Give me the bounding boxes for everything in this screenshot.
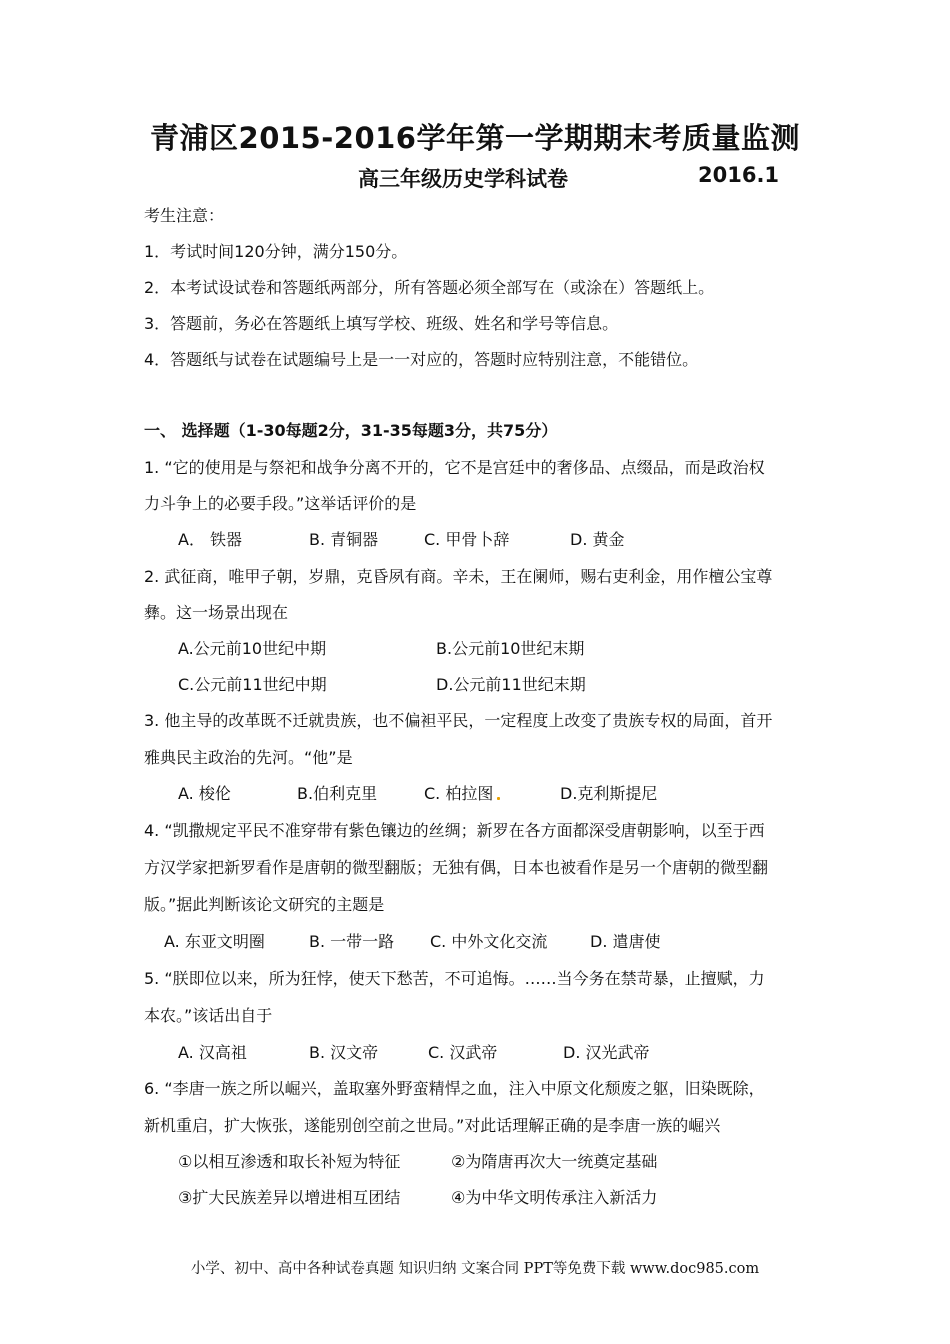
answer-option: A. 东亚文明圈 [164, 932, 265, 951]
answer-option: D. 黄金 [570, 530, 625, 549]
stray-mark [497, 797, 500, 800]
answer-option: C. 中外文化交流 [430, 932, 548, 951]
question-text: 5. “朕即位以来，所为狂悖，使天下愁苦，不可追悔。……当今务在禁苛暴，止擅赋，力 [144, 969, 765, 988]
answer-option: D. 遣唐使 [590, 932, 661, 951]
question-text: 6. “李唐一族之所以崛兴，盖取塞外野蛮精悍之血，注入中原文化颓废之躯，旧染既除， [144, 1079, 765, 1098]
answer-option: A.公元前10世纪中期 [178, 639, 327, 658]
question-text: 3. 他主导的改革既不迁就贵族，也不偏袒平民，一定程度上改变了贵族专权的局面，首开 [144, 711, 773, 730]
question-text: 2. 武征商，唯甲子朝，岁鼎，克昏夙有商。辛未，王在阑师，赐右吏利金，用作檀公宝尊 [144, 567, 773, 586]
answer-option: A. 汉高祖 [178, 1043, 247, 1062]
answer-option: A. 梭伦 [178, 784, 231, 803]
answer-option: B.伯利克里 [297, 784, 378, 803]
answer-option: B. 青铜器 [309, 530, 379, 549]
answer-option: ③扩大民族差异以增进相互团结 [178, 1188, 401, 1207]
answer-option: D.公元前11世纪末期 [436, 675, 586, 694]
notice-heading: 考生注意： [144, 206, 225, 225]
question-text: 雅典民主政治的先河。“他”是 [144, 748, 353, 767]
notice-item: 1．考试时间120分钟，满分150分。 [144, 242, 408, 261]
question-text: 力斗争上的必要手段。”这举话评价的是 [144, 494, 417, 513]
answer-option: A． 铁器 [178, 530, 243, 549]
answer-option: C. 汉武帝 [428, 1043, 498, 1062]
question-text: 新机重启，扩大恢张，遂能别创空前之世局。”对此话理解正确的是李唐一族的崛兴 [144, 1116, 721, 1135]
question-text: 版。”据此判断该论文研究的主题是 [144, 895, 385, 914]
question-text: 方汉学家把新罗看作是唐朝的微型翻版；无独有偶，日本也被看作是另一个唐朝的微型翻 [144, 858, 769, 877]
question-text: 4. “凯撒规定平民不准穿带有紫色镶边的丝绸；新罗在各方面都深受唐朝影响，以至于西 [144, 821, 765, 840]
notice-item: 3．答题前，务必在答题纸上填写学校、班级、姓名和学号等信息。 [144, 314, 619, 333]
answer-option: C.公元前11世纪中期 [178, 675, 327, 694]
answer-option: ①以相互渗透和取长补短为特征 [178, 1152, 401, 1171]
question-text: 彝。这一场景出现在 [144, 603, 289, 622]
answer-option: ④为中华文明传承注入新活力 [451, 1188, 658, 1207]
exam-subtitle: 高三年级历史学科试卷 [358, 167, 568, 191]
answer-option: D. 汉光武帝 [563, 1043, 650, 1062]
answer-option: B.公元前10世纪末期 [436, 639, 585, 658]
answer-option: B. 汉文帝 [309, 1043, 379, 1062]
exam-date: 2016.1 [698, 163, 780, 187]
answer-option: D.克利斯提尼 [560, 784, 658, 803]
notice-item: 4．答题纸与试卷在试题编号上是一一对应的，答题时应特别注意，不能错位。 [144, 350, 699, 369]
answer-option: ②为隋唐再次大一统奠定基础 [451, 1152, 658, 1171]
page-footer: 小学、初中、高中各种试卷真题 知识归纳 文案合同 PPT等免费下载 www.doc985.com [190, 1261, 760, 1277]
answer-option: B. 一带一路 [309, 932, 395, 951]
notice-item: 2．本考试设试卷和答题纸两部分，所有答题必须全部写在（或涂在）答题纸上。 [144, 278, 715, 297]
subtitle-row [0, 163, 950, 195]
answer-option: C. 甲骨卜辞 [424, 530, 510, 549]
question-text: 本农。”该话出自于 [144, 1006, 273, 1025]
question-text: 1. “它的使用是与祭祀和战争分离不开的，它不是宫廷中的奢侈品、点缀品，而是政治权 [144, 458, 765, 477]
page-title: 青浦区2015-2016学年第一学期期末考质量监测 [150, 121, 800, 155]
answer-option: C. 柏拉图 [424, 784, 494, 803]
section-heading: 一、 选择题（1-30每题2分，31-35每题3分，共75分） [144, 421, 558, 440]
